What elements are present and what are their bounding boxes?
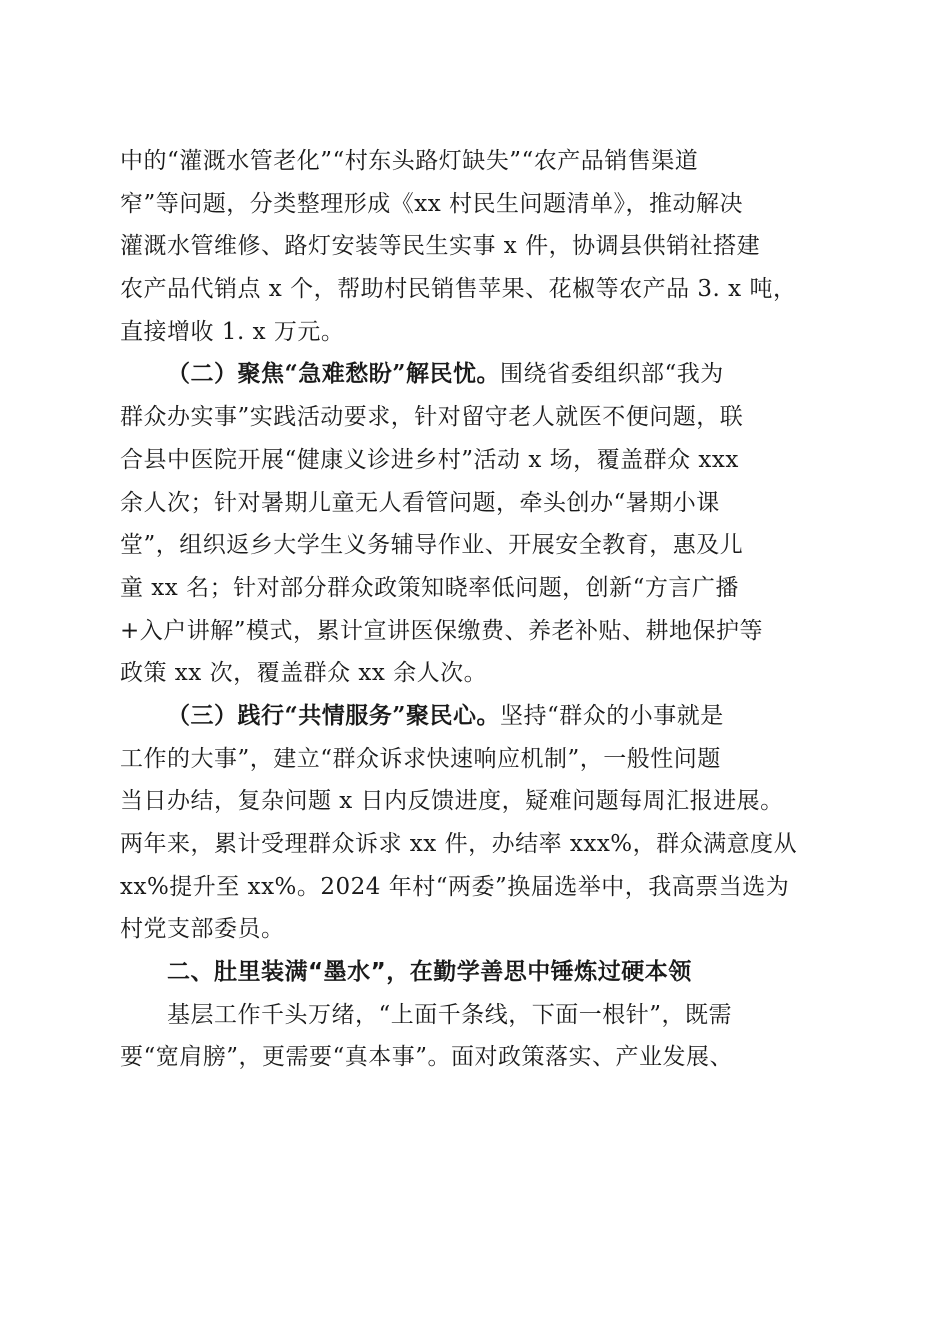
text-run: 坚持“群众的小事就是 (499, 702, 724, 729)
text-line: 童 xx 名；针对部分群众政策知晓率低问题，创新“方言广播 (120, 574, 739, 601)
text-line: 两年来，累计受理群众诉求 xx 件，办结率 xxx%，群众满意度从 (120, 831, 798, 857)
text-line: 堂”，组织返乡大学生义务辅导作业、开展安全教育，惠及儿 (120, 532, 744, 559)
paragraph-4 (120, 994, 832, 1079)
text-line: 中的“灌溉水管老化”“村东头路灯缺失”“农产品销售渠道 (120, 148, 699, 174)
text-line: xx%提升至 xx%。2024 年村“两委”换届选举中，我高票当选为 (120, 873, 790, 900)
text-line: 农产品代销点 x 个，帮助村民销售苹果、花椒等农产品 3. x 吨， (120, 276, 797, 303)
text-line: 要“宽肩膀”，更需要“真本事”。面对政策落实、产业发展、 (120, 1044, 734, 1071)
text-line: 工作的大事”，建立“群众诉求快速响应机制”，一般性问题 (120, 745, 721, 772)
text-line: +入户讲解”模式，累计宣讲医保缴费、养老补贴、耕地保护等 (120, 617, 764, 644)
text-line: 基层工作千头万绪，“上面千条线，下面一根针”，既需 (167, 1001, 733, 1028)
text-line: 当日办结，复杂问题 x 日内反馈进度，疑难问题每周汇报进展。 (120, 788, 784, 815)
text-line: 窄”等问题，分类整理形成《xx 村民生问题清单》，推动解决 (120, 190, 744, 217)
text-line: 灌溉水管维修、路灯安装等民生实事 x 件，协调县供销社搭建 (120, 233, 761, 260)
text-line: 政策 xx 次，覆盖群众 xx 余人次。 (120, 660, 488, 687)
section-heading: 二、肚里装满“墨水”，在勤学善思中锤炼过硬本领 (167, 959, 692, 986)
text-line: 群众办实事”实践活动要求，针对留守老人就医不便问题，联 (120, 404, 744, 431)
text-line: 余人次；针对暑期儿童无人看管问题，牵头创办“暑期小课 (120, 489, 720, 516)
paragraph-1 (120, 140, 832, 353)
text-run: 围绕省委组织部“我为 (499, 361, 724, 388)
text-line: 直接增收 1. x 万元。 (120, 318, 345, 345)
text-line: 村党支部委员。 (120, 916, 285, 943)
document-page (120, 140, 832, 1079)
section-title: （三）践行“共情服务”聚民心。 (167, 701, 500, 729)
text-line: 合县中医院开展“健康义诊进乡村”活动 x 场，覆盖群众 xxx (120, 446, 739, 473)
text-line (120, 353, 832, 396)
paragraph-2 (120, 353, 832, 695)
section-title: （二）聚焦“急难愁盼”解民忧。 (167, 360, 500, 388)
paragraph-3 (120, 695, 832, 951)
text-line (120, 695, 832, 738)
